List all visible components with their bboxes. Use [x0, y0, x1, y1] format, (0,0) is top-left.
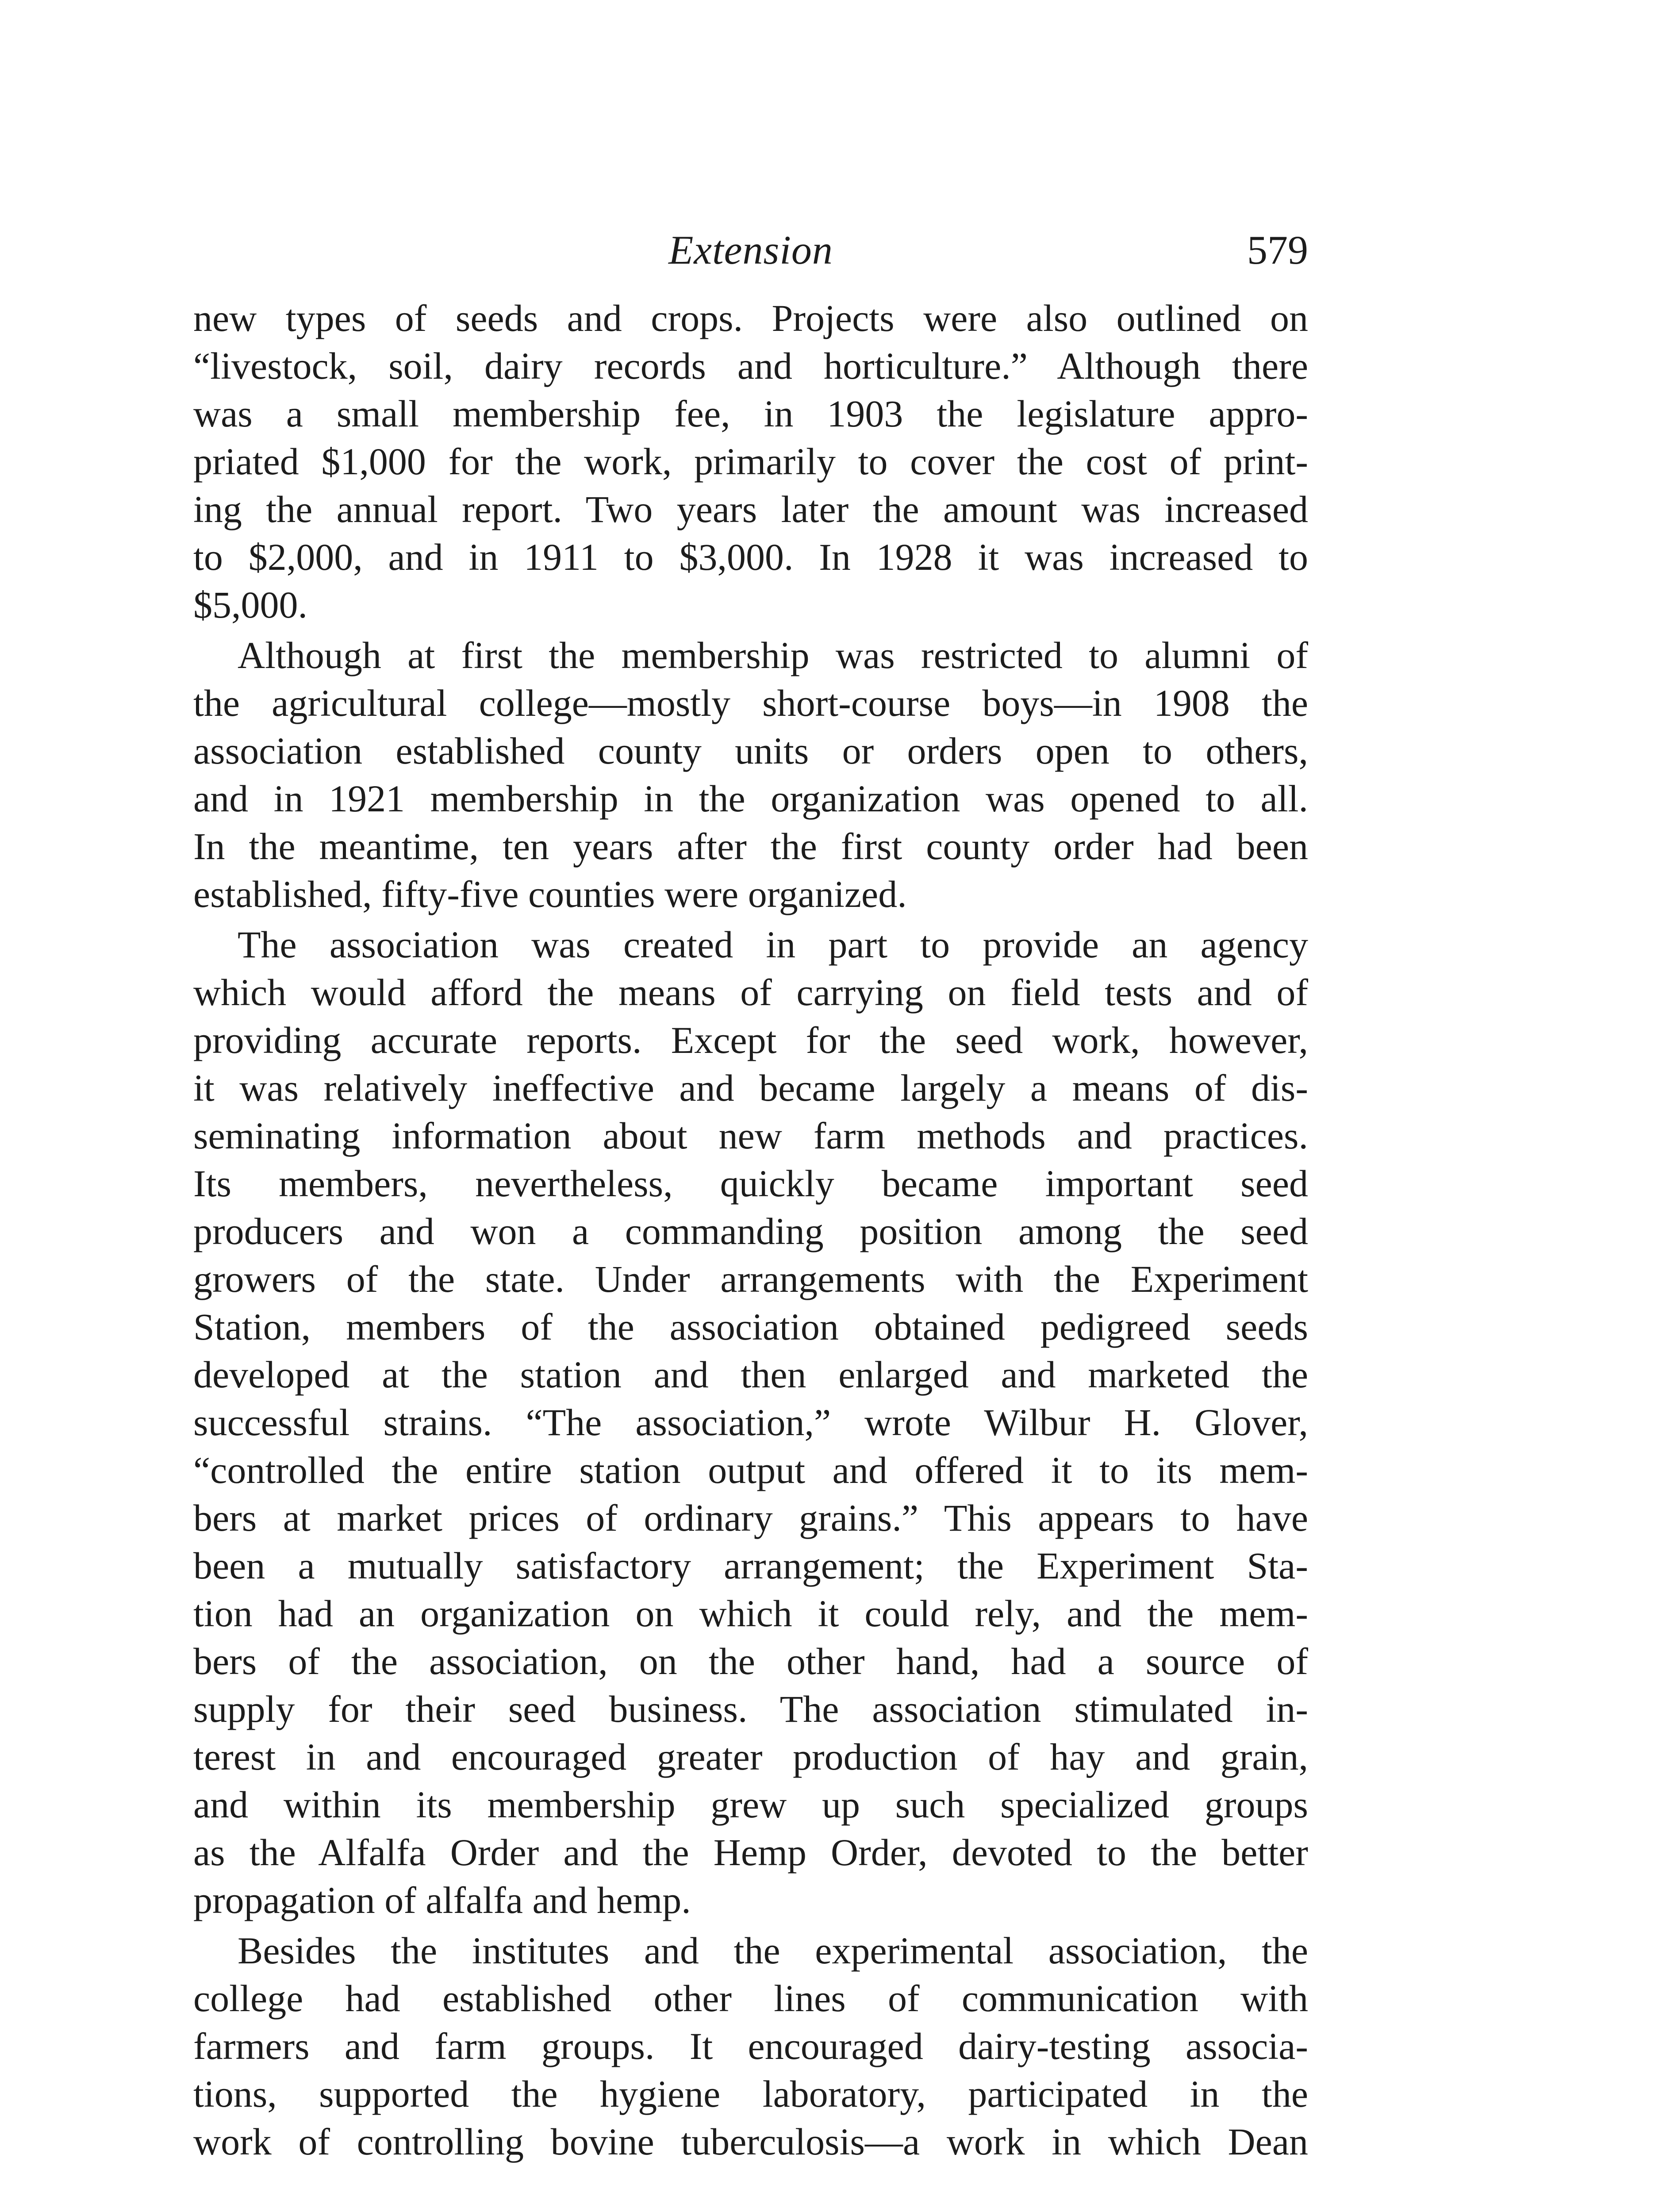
text-line: bers of the association, on the other hand, had a source of: [193, 1640, 1308, 1682]
text-line: tions, supported the hygiene laboratory, participated in the: [193, 2073, 1308, 2115]
paragraph-4: [193, 1927, 1308, 2166]
text-line: association established county units or orders open to others,: [193, 730, 1308, 772]
text-line: successful strains. “The association,” wrote Wilbur H. Glover,: [193, 1401, 1308, 1444]
running-head: Extension: [668, 227, 833, 273]
page-header: [193, 217, 1308, 283]
text-line: college had established other lines of communication with: [193, 1977, 1308, 2020]
text-line: In the meantime, ten years after the first county order had been: [193, 825, 1308, 868]
text-line: new types of seeds and crops. Projects were also outlined on: [193, 297, 1308, 339]
text-line: ing the annual report. Two years later the amount was increased: [193, 488, 1308, 530]
text-line: “livestock, soil, dairy records and horticulture.” Although there: [193, 345, 1308, 387]
text-line: the agricultural college—mostly short-course boys—in 1908 the: [193, 682, 1308, 724]
text-line: The association was created in part to provide an agency: [238, 923, 1308, 966]
text-line: priated $1,000 for the work, primarily to cover the cost of print-: [193, 440, 1308, 483]
text-line: Station, members of the association obtained pedigreed seeds: [193, 1306, 1308, 1348]
text-line: “controlled the entire station output and offered it to its mem-: [193, 1449, 1308, 1491]
text-line: developed at the station and then enlarged and marketed the: [193, 1353, 1308, 1396]
text-line: Its members, nevertheless, quickly became important seed: [193, 1162, 1308, 1205]
text-line: propagation of alfalfa and hemp.: [193, 1879, 691, 1921]
text-line: tion had an organization on which it could rely, and the mem-: [193, 1592, 1308, 1635]
text-line: to $2,000, and in 1911 to $3,000. In 1928 it was increased to: [193, 536, 1308, 578]
page-number: 579: [1247, 227, 1308, 273]
text-line: terest in and encouraged greater production of hay and grain,: [193, 1736, 1308, 1778]
paragraph-1: [193, 294, 1308, 629]
paragraph-3: [193, 921, 1308, 1924]
text-line: $5,000.: [193, 584, 307, 626]
text-line: established, fifty-five counties were organized.: [193, 873, 907, 915]
text-line: bers at market prices of ordinary grains.” This appears to have: [193, 1497, 1308, 1539]
text-line: providing accurate reports. Except for the seed work, however,: [193, 1019, 1308, 1061]
text-line: and in 1921 membership in the organization was opened to all.: [193, 777, 1308, 820]
text-line: Besides the institutes and the experimental association, the: [238, 1929, 1308, 1972]
text-line: was a small membership fee, in 1903 the legislature appro-: [193, 392, 1308, 435]
text-line: growers of the state. Under arrangements with the Experiment: [193, 1258, 1308, 1300]
body-text: [193, 294, 1308, 2166]
text-line: been a mutually satisfactory arrangement; the Experiment Sta-: [193, 1544, 1308, 1587]
text-line: which would afford the means of carrying on field tests and of: [193, 971, 1308, 1014]
text-line: seminating information about new farm methods and practices.: [193, 1114, 1308, 1157]
paragraph-2: [193, 631, 1308, 918]
text-line: Although at first the membership was restricted to alumni of: [238, 634, 1308, 676]
text-line: work of controlling bovine tuberculosis—a work in which Dean: [193, 2120, 1308, 2163]
text-line: farmers and farm groups. It encouraged dairy-testing associa-: [193, 2025, 1308, 2067]
text-line: it was relatively ineffective and became largely a means of dis-: [193, 1067, 1308, 1109]
text-line: producers and won a commanding position among the seed: [193, 1210, 1308, 1252]
text-line: supply for their seed business. The association stimulated in-: [193, 1688, 1308, 1730]
text-line: and within its membership grew up such specialized groups: [193, 1783, 1308, 1826]
text-line: as the Alfalfa Order and the Hemp Order, devoted to the better: [193, 1831, 1308, 1874]
